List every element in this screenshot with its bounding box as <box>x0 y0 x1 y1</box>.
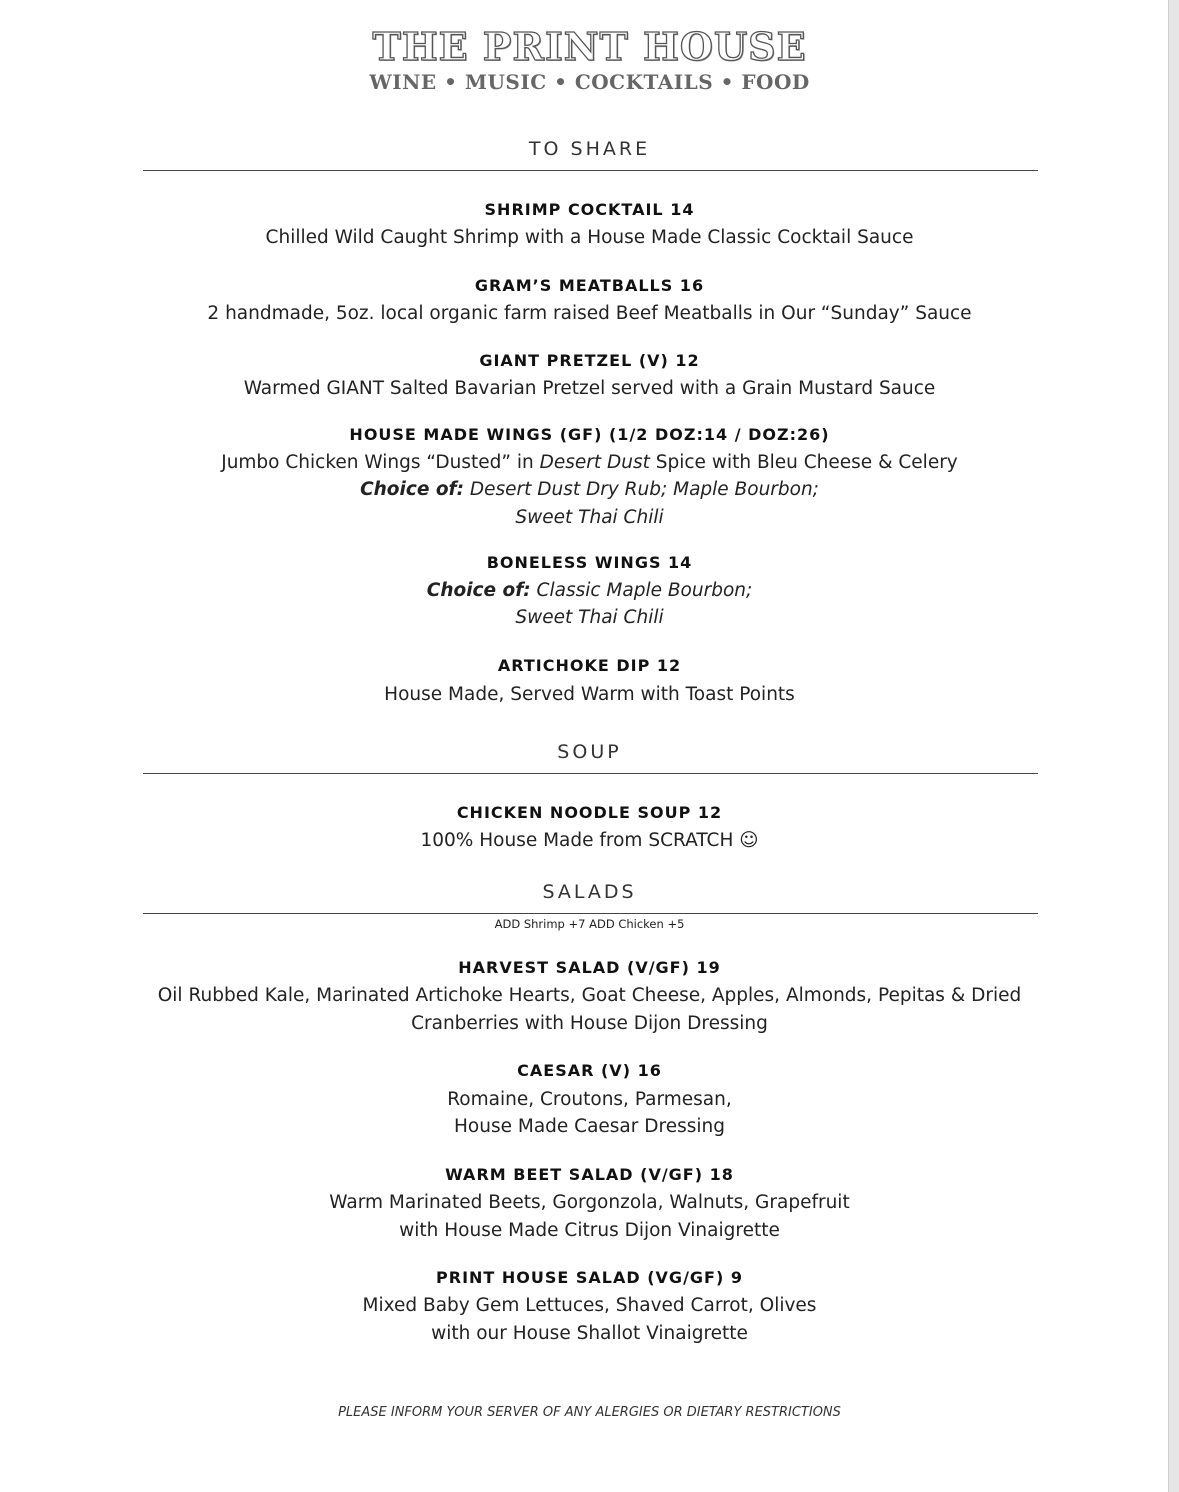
menu-item-description: Mixed Baby Gem Lettuces, Shaved Carrot, Olives <box>362 1295 817 1316</box>
menu-item-description: Cranberries with House Dijon Dressing <box>411 1013 768 1034</box>
menu-item-description: Chilled Wild Caught Shrimp with a House Made Classic Cocktail Sauce <box>265 227 914 248</box>
menu-item-description: House Made Caesar Dressing <box>454 1116 725 1137</box>
choice-label: Choice of: <box>426 580 531 601</box>
menu-item-name: GIANT PRETZEL (V) 12 <box>479 351 700 370</box>
choice-label: Choice of: <box>360 479 464 500</box>
menu-item-description: House Made, Served Warm with Toast Points <box>384 684 795 705</box>
menu-item-description: Warm Marinated Beets, Gorgonzola, Walnuts, Grapefruit <box>329 1192 850 1213</box>
menu-item-choices <box>0 479 1179 500</box>
description-text: Spice with Bleu Cheese & Celery <box>649 452 958 473</box>
menu-item-name: CHICKEN NOODLE SOUP 12 <box>456 803 723 822</box>
menu-item-name: CAESAR (V) 16 <box>517 1061 662 1080</box>
menu-item-name: HARVEST SALAD (V/GF) 19 <box>458 958 721 977</box>
menu-item-description: 2 handmade, 5oz. local organic farm raised Beef Meatballs in Our “Sunday” Sauce <box>207 303 972 324</box>
menu-item-description: Romaine, Croutons, Parmesan, <box>447 1089 732 1110</box>
menu-item-choices-line2 <box>0 607 1179 628</box>
choice-text: Classic Maple Bourbon; <box>530 580 753 601</box>
menu-item-name: GRAM’S MEATBALLS 16 <box>474 276 705 295</box>
brand-tagline: WINE • MUSIC • COCKTAILS • FOOD <box>369 70 810 94</box>
menu-item-name: HOUSE MADE WINGS (GF) (1/2 DOZ:14 / DOZ:26) <box>349 425 830 444</box>
section-divider <box>143 170 1038 171</box>
menu-item-name: SHRIMP COCKTAIL 14 <box>484 200 695 219</box>
menu-item-description: 100% House Made from SCRATCH ☺ <box>420 830 759 851</box>
description-emphasis: Desert Dust <box>539 452 650 473</box>
menu-item-description: Warmed GIANT Salted Bavarian Pretzel served with a Grain Mustard Sauce <box>243 378 936 399</box>
menu-item-name: BONELESS WINGS 14 <box>486 553 693 572</box>
section-title-soup: SOUP <box>557 741 622 763</box>
choice-text: Sweet Thai Chili <box>515 507 664 528</box>
menu-item-description: with House Made Citrus Dijon Vinaigrette <box>399 1220 780 1241</box>
menu-item-description: Oil Rubbed Kale, Marinated Artichoke Hearts, Goat Cheese, Apples, Almonds, Pepitas & Dried <box>157 985 1022 1006</box>
salad-addons: ADD Shrimp +7 ADD Chicken +5 <box>494 917 685 931</box>
section-divider <box>143 773 1038 774</box>
menu-item-choices <box>0 580 1179 601</box>
description-text: Jumbo Chicken Wings “Dusted” in <box>221 452 540 473</box>
menu-item-name: ARTICHOKE DIP 12 <box>497 656 682 675</box>
allergy-notice: PLEASE INFORM YOUR SERVER OF ANY ALERGIES OR DIETARY RESTRICTIONS <box>338 1405 841 1420</box>
menu-item-name: WARM BEET SALAD (V/GF) 18 <box>445 1165 734 1184</box>
menu-item-description <box>0 452 1179 473</box>
section-title-salads: SALADS <box>542 881 637 903</box>
menu-item-description: with our House Shallot Vinaigrette <box>431 1323 748 1344</box>
page-edge <box>1168 0 1179 1492</box>
choice-text: Desert Dust Dry Rub; Maple Bourbon; <box>463 479 819 500</box>
menu-item-name: PRINT HOUSE SALAD (VG/GF) 9 <box>436 1268 743 1287</box>
menu-item-choices-line2 <box>0 507 1179 528</box>
section-divider <box>143 913 1038 914</box>
brand-title: THE PRINT HOUSE <box>372 24 807 69</box>
section-title-to-share: TO SHARE <box>528 138 651 160</box>
choice-text: Sweet Thai Chili <box>515 607 664 628</box>
